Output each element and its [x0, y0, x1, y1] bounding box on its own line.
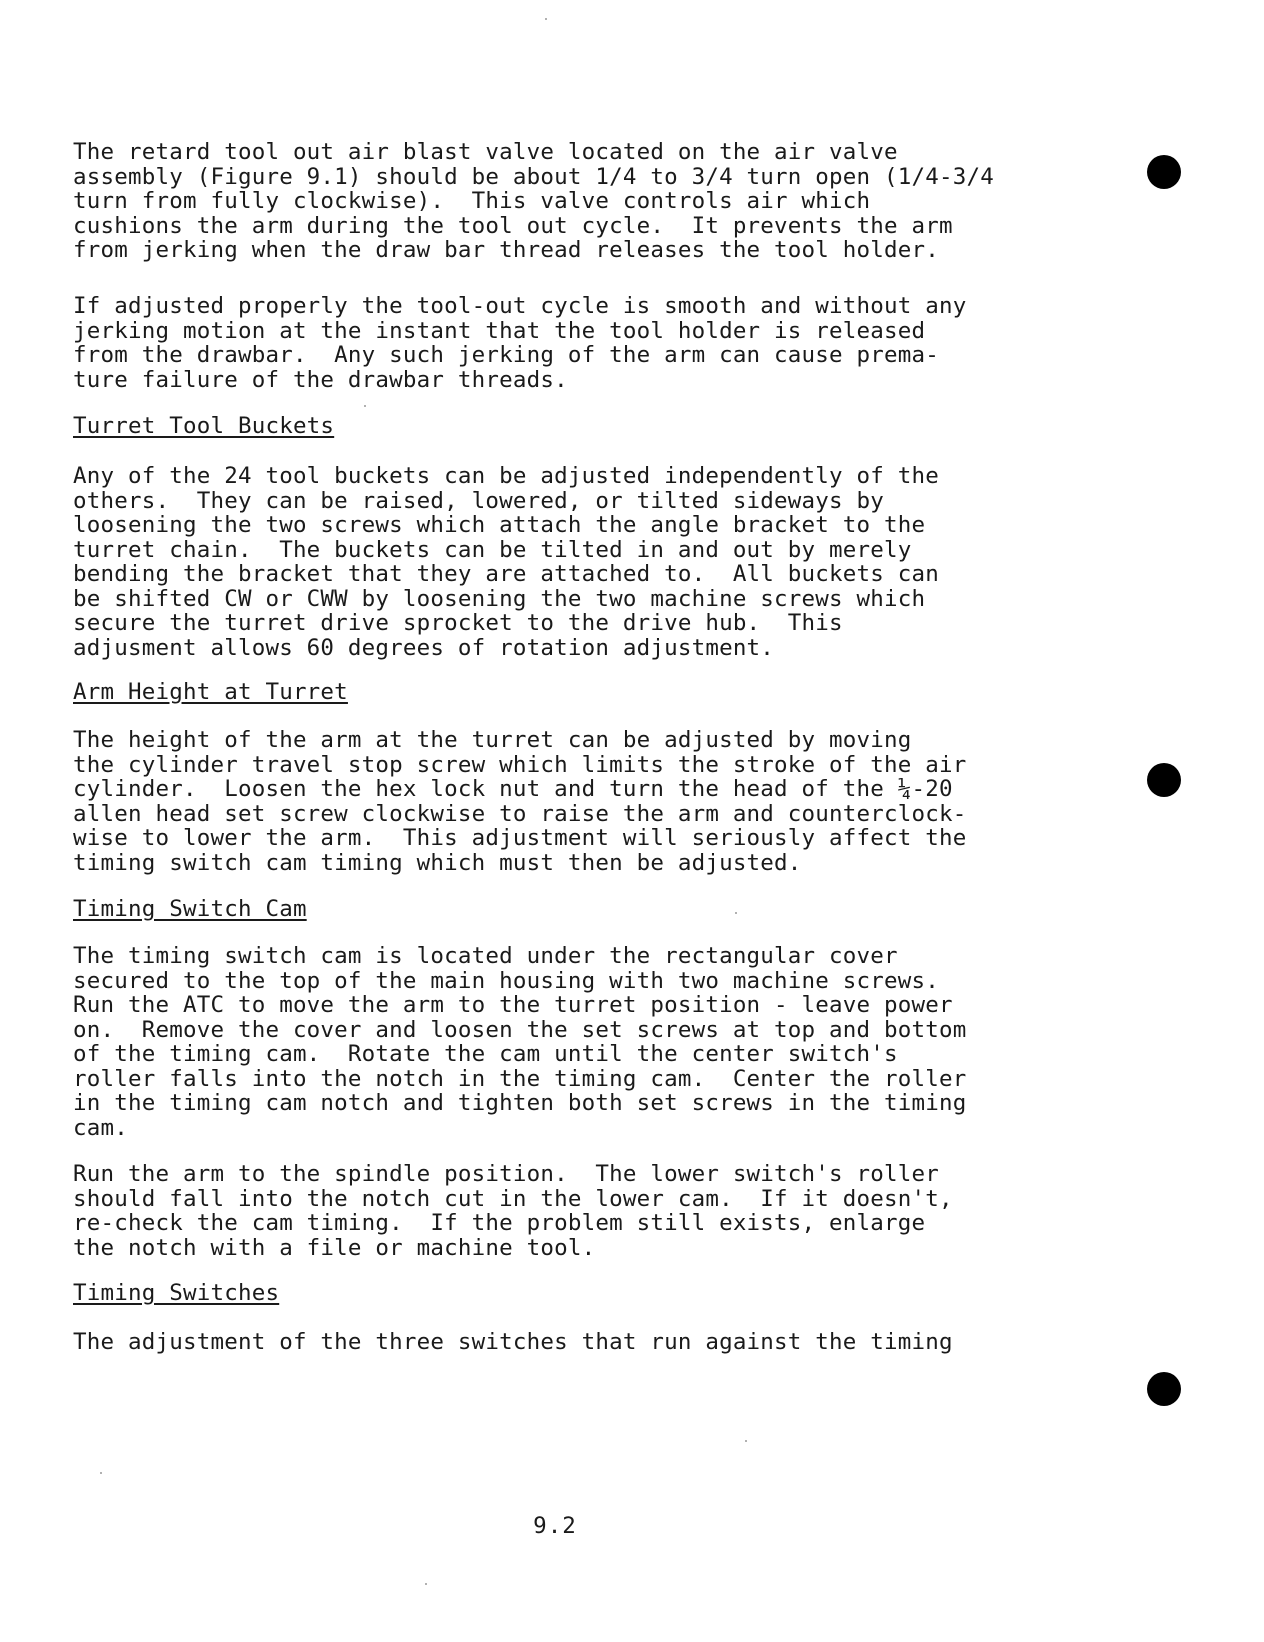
punch-hole-bottom — [1147, 1372, 1181, 1406]
text-line: The adjustment of the three switches that run against the timing — [73, 1329, 953, 1355]
text-line: bending the bracket that they are attached to. All buckets can — [73, 561, 940, 587]
text-line: jerking motion at the instant that the tool holder is released — [73, 317, 926, 344]
heading-timing-switch-cam: Timing Switch Cam — [73, 896, 307, 922]
text-line: timing switch cam timing which must then be adjusted. — [73, 849, 802, 876]
scan-speck — [100, 1472, 102, 1474]
paragraph-tool-buckets — [73, 464, 1083, 660]
text-line: The retard tool out air blast valve located on the air valve — [73, 139, 898, 165]
text-line: ture failure of the drawbar threads. — [73, 366, 568, 393]
text-line: wise to lower the arm. This adjustment will seriously affect the — [73, 825, 967, 851]
text-line: cushions the arm during the tool out cycle. It prevents the arm — [73, 212, 953, 239]
text-line: adjusment allows 60 degrees of rotation adjustment. — [73, 634, 775, 661]
text-line: re-check the cam timing. If the problem still exists, enlarge — [73, 1210, 926, 1236]
text-line: others. They can be raised, lowered, or tilted sideways by — [73, 487, 885, 514]
scan-speck — [745, 1440, 747, 1442]
scan-speck — [364, 405, 366, 407]
page-number: 9.2 — [533, 1513, 577, 1539]
text-line: secured to the top of the main housing with two machine screws. — [73, 967, 940, 994]
scan-speck — [425, 1583, 427, 1585]
text-line: the cylinder travel stop screw which limits the stroke of the air — [73, 751, 967, 778]
text-line: turn from fully clockwise). This valve controls air which — [73, 188, 871, 214]
text-line: should fall into the notch cut in the lower cam. If it doesn't, — [73, 1185, 953, 1212]
text-line: turret chain. The buckets can be tilted in and out by merely — [73, 536, 912, 563]
text-line: cylinder. Loosen the hex lock nut and turn the head of the ¼-20 — [73, 776, 953, 802]
scan-speck — [735, 912, 737, 914]
punch-hole-middle — [1147, 763, 1181, 797]
text-line: from the drawbar. Any such jerking of the arm can cause prema- — [73, 342, 940, 368]
paragraph-spindle-position — [73, 1162, 1083, 1260]
heading-arm-height-at-turret: Arm Height at Turret — [73, 679, 348, 705]
heading-timing-switches: Timing Switches — [73, 1280, 280, 1306]
scan-speck — [545, 18, 547, 20]
heading-turret-tool-buckets: Turret Tool Buckets — [73, 413, 335, 439]
text-line: be shifted CW or CWW by loosening the two machine screws which — [73, 585, 926, 612]
text-line: allen head set screw clockwise to raise the arm and counterclock- — [73, 800, 967, 827]
paragraph-air-blast-valve — [73, 140, 1083, 263]
text-line: secure the turret drive sprocket to the drive hub. This — [73, 610, 843, 636]
text-line: Run the ATC to move the arm to the turret position - leave power — [73, 992, 953, 1018]
text-line: Any of the 24 tool buckets can be adjusted independently of the — [73, 463, 940, 489]
text-line: If adjusted properly the tool-out cycle is smooth and without any — [73, 293, 967, 319]
text-line: on. Remove the cover and loosen the set screws at top and bottom — [73, 1016, 967, 1043]
paragraph-timing-switches — [73, 1330, 1083, 1355]
text-line: The timing switch cam is located under the rectangular cover — [73, 943, 898, 969]
paragraph-arm-height — [73, 728, 1083, 875]
text-line: Run the arm to the spindle position. The lower switch's roller — [73, 1161, 940, 1187]
text-line: of the timing cam. Rotate the cam until the center switch's — [73, 1041, 898, 1067]
text-line: from jerking when the draw bar thread releases the tool holder. — [73, 237, 940, 263]
paragraph-timing-switch-cam — [73, 944, 1083, 1140]
text-line: roller falls into the notch in the timing cam. Center the roller — [73, 1065, 967, 1092]
text-line: assembly (Figure 9.1) should be about 1/4 to 3/4 turn open (1/4-3/4 — [73, 163, 994, 190]
text-line: The height of the arm at the turret can be adjusted by moving — [73, 727, 912, 753]
text-line: in the timing cam notch and tighten both set screws in the timing — [73, 1090, 967, 1116]
text-line: cam. — [73, 1114, 128, 1141]
text-line: loosening the two screws which attach the angle bracket to the — [73, 512, 926, 538]
text-line: the notch with a file or machine tool. — [73, 1234, 596, 1261]
paragraph-tool-out-cycle — [73, 294, 1083, 392]
punch-hole-top — [1147, 155, 1181, 189]
